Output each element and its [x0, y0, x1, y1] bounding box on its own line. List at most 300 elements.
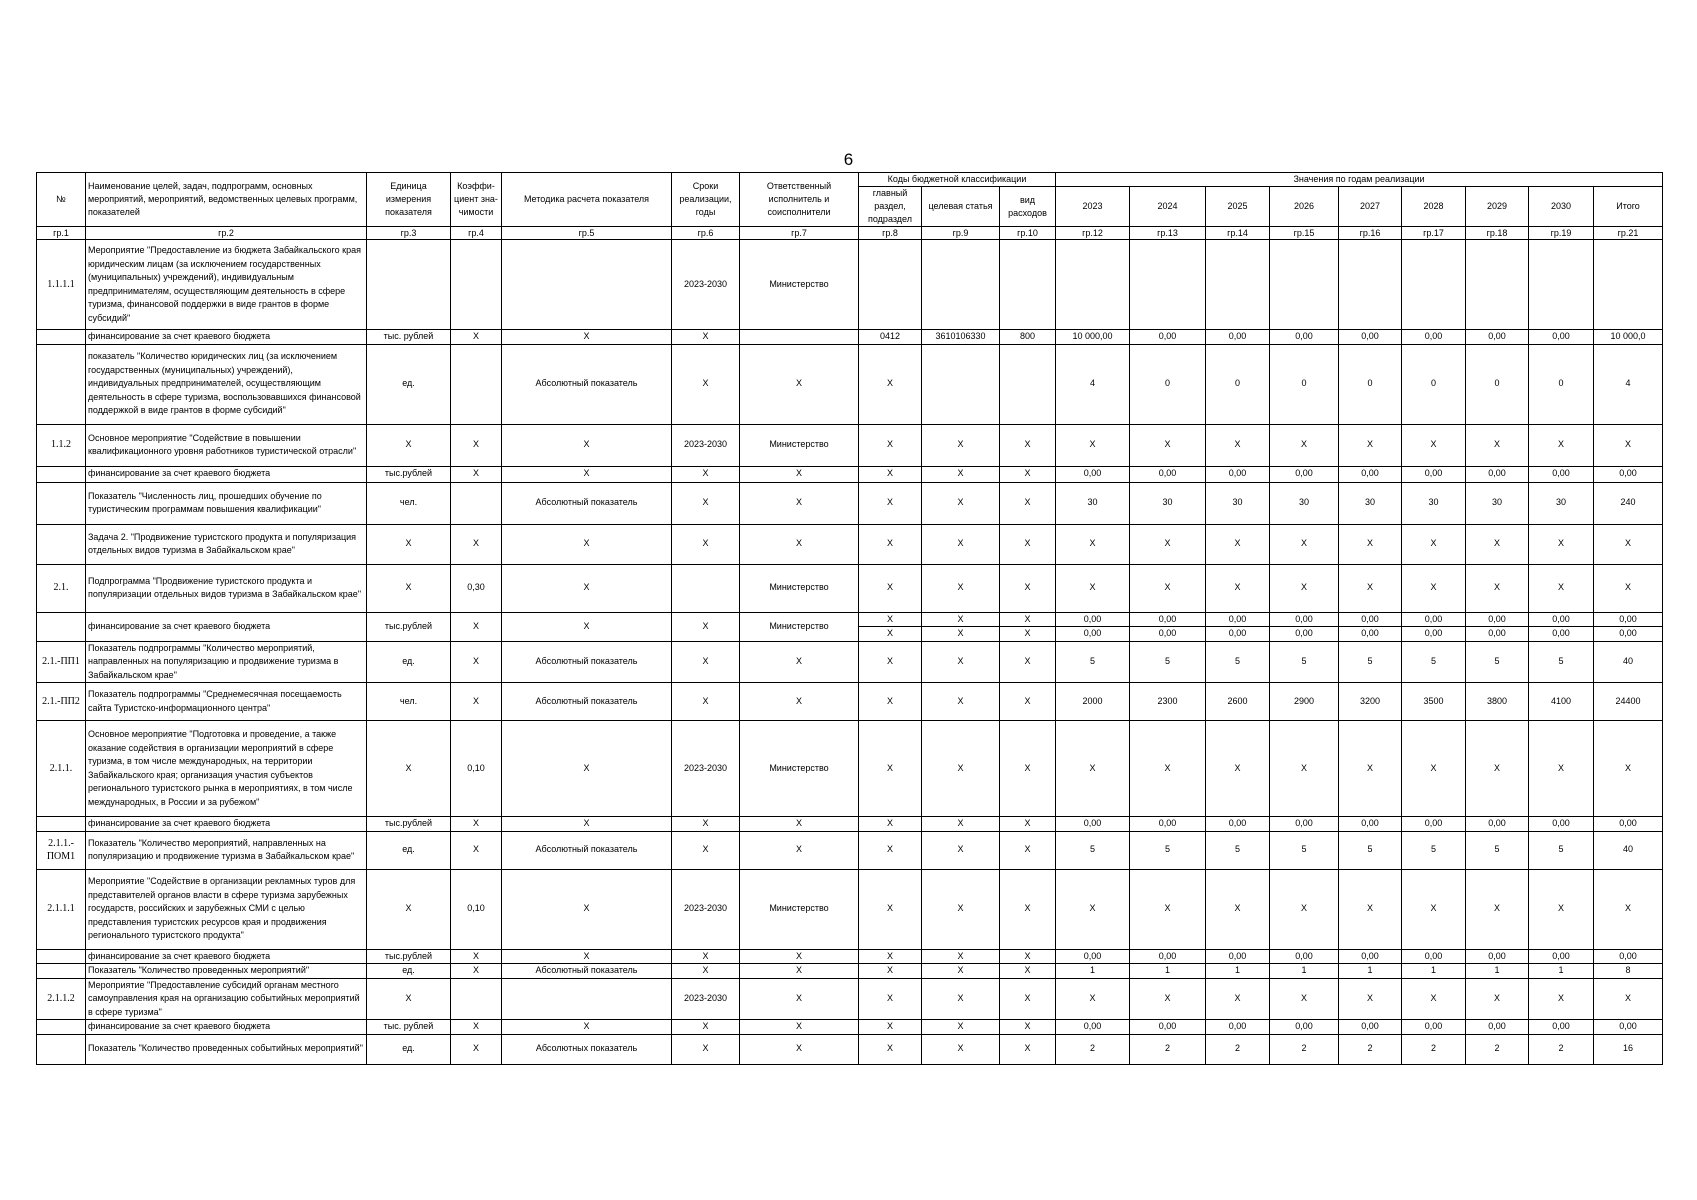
- row-name: Показатель подпрограммы "Количество мероприятий, направленных на популяризацию и продвижение туризма в Забайкальском крае": [86, 641, 367, 683]
- table-cell: Х: [672, 817, 740, 832]
- table-cell: Х: [1402, 978, 1466, 1020]
- header-year: 2027: [1339, 187, 1402, 227]
- row-number: 2.1.-ПП2: [37, 683, 86, 721]
- table-cell: Х: [502, 466, 672, 482]
- column-number: гр.3: [367, 227, 451, 240]
- table-cell: Х: [672, 641, 740, 683]
- table-cell: Х: [1000, 1034, 1056, 1064]
- table-cell: Х: [1339, 424, 1402, 466]
- table-cell: 5: [1529, 831, 1594, 869]
- table-cell: Х: [451, 817, 502, 832]
- table-cell: 0,00: [1339, 817, 1402, 832]
- table-cell: 240: [1594, 482, 1663, 524]
- table-cell: 5: [1056, 641, 1130, 683]
- table-cell: 5: [1402, 831, 1466, 869]
- column-number: гр.4: [451, 227, 502, 240]
- header-coef: Коэффи-циент зна-чимости: [451, 173, 502, 227]
- table-cell: Х: [451, 1020, 502, 1035]
- row-number: [37, 482, 86, 524]
- table-cell: Х: [740, 978, 859, 1020]
- table-cell: Х: [740, 683, 859, 721]
- table-cell: Абсолютный показатель: [502, 641, 672, 683]
- table-cell: Х: [1130, 564, 1206, 612]
- table-cell: 1: [1206, 964, 1270, 979]
- table-cell: 0,00: [1130, 949, 1206, 964]
- column-number: гр.21: [1594, 227, 1663, 240]
- table-cell: 0,00: [1339, 627, 1402, 642]
- table-cell: 0,00: [1339, 612, 1402, 627]
- table-cell: тыс.рублей: [367, 466, 451, 482]
- table-cell: Х: [1594, 424, 1663, 466]
- table-cell: Х: [922, 612, 1000, 627]
- table-cell: Абсолютных показатель: [502, 1034, 672, 1064]
- table-cell: 2000: [1056, 683, 1130, 721]
- table-cell: Абсолютный показатель: [502, 683, 672, 721]
- table-cell: [1270, 240, 1339, 330]
- table-cell: 5: [1402, 641, 1466, 683]
- table-cell: [1529, 240, 1594, 330]
- table-cell: Х: [451, 949, 502, 964]
- table-cell: Х: [1466, 524, 1529, 564]
- table-cell: 0,00: [1594, 466, 1663, 482]
- table-cell: Х: [451, 1034, 502, 1064]
- table-cell: [1000, 344, 1056, 424]
- table-cell: Х: [1056, 564, 1130, 612]
- table-cell: 0,00: [1466, 817, 1529, 832]
- table-cell: 0: [1130, 344, 1206, 424]
- table-cell: Х: [1529, 721, 1594, 817]
- table-cell: Х: [451, 524, 502, 564]
- table-row: [37, 641, 1663, 683]
- row-name: Мероприятие "Предоставление из бюджета Забайкальского края юридическим лицам (за исключением государственных (муниципальных) учреждений), индивидуальным предпринимателям, осуществляющим деятельность в сфере туризма, финансовой поддержки в виде грантов в форме субсидий": [86, 240, 367, 330]
- table-cell: Х: [672, 964, 740, 979]
- row-name: финансирование за счет краевого бюджета: [86, 330, 367, 345]
- table-cell: 3800: [1466, 683, 1529, 721]
- table-cell: Х: [1339, 721, 1402, 817]
- table-cell: [859, 240, 922, 330]
- table-row: [37, 817, 1663, 832]
- table-row: [37, 1034, 1663, 1064]
- table-cell: Х: [672, 683, 740, 721]
- table-cell: Х: [740, 817, 859, 832]
- table-cell: 0,00: [1529, 817, 1594, 832]
- row-number: 1.1.2: [37, 424, 86, 466]
- header-kbk-type: вид расходов: [1000, 187, 1056, 227]
- table-cell: Х: [859, 641, 922, 683]
- table-cell: 5: [1339, 641, 1402, 683]
- column-number: гр.16: [1339, 227, 1402, 240]
- table-cell: Х: [922, 564, 1000, 612]
- table-cell: [672, 564, 740, 612]
- table-cell: 2900: [1270, 683, 1339, 721]
- table-cell: 0,00: [1402, 1020, 1466, 1035]
- table-cell: Х: [1270, 424, 1339, 466]
- table-cell: 5: [1206, 831, 1270, 869]
- table-cell: Х: [1270, 564, 1339, 612]
- row-number: 2.1.: [37, 564, 86, 612]
- table-cell: [451, 240, 502, 330]
- table-cell: Х: [502, 949, 672, 964]
- row-number: 2.1.1.2: [37, 978, 86, 1020]
- table-cell: Х: [922, 949, 1000, 964]
- table-cell: 2: [1270, 1034, 1339, 1064]
- table-cell: Х: [1130, 869, 1206, 949]
- table-cell: Х: [1000, 612, 1056, 627]
- table-cell: 5: [1270, 831, 1339, 869]
- table-cell: Х: [922, 1034, 1000, 1064]
- table-cell: Х: [367, 524, 451, 564]
- table-cell: тыс.рублей: [367, 817, 451, 832]
- table-cell: Министерство: [740, 240, 859, 330]
- column-number: гр.18: [1466, 227, 1529, 240]
- table-cell: чел.: [367, 683, 451, 721]
- table-cell: Х: [451, 964, 502, 979]
- table-cell: 0,00: [1594, 949, 1663, 964]
- table-cell: 10 000,00: [1056, 330, 1130, 345]
- table-cell: Х: [922, 683, 1000, 721]
- table-cell: 0,00: [1056, 1020, 1130, 1035]
- table-cell: 0,00: [1056, 627, 1130, 642]
- table-cell: Х: [1466, 564, 1529, 612]
- row-name: Показатель "Количество проведенных мероприятий": [86, 964, 367, 979]
- table-cell: 0,00: [1206, 612, 1270, 627]
- table-cell: 30: [1270, 482, 1339, 524]
- table-cell: [1000, 240, 1056, 330]
- table-cell: 0,00: [1402, 949, 1466, 964]
- table-cell: 0,00: [1466, 1020, 1529, 1035]
- table-cell: Х: [1402, 524, 1466, 564]
- row-number: [37, 612, 86, 641]
- table-cell: [502, 978, 672, 1020]
- table-row: [37, 721, 1663, 817]
- row-number: 1.1.1.1: [37, 240, 86, 330]
- header-year: 2025: [1206, 187, 1270, 227]
- table-cell: Х: [502, 330, 672, 345]
- table-cell: ед.: [367, 831, 451, 869]
- table-cell: тыс. рублей: [367, 330, 451, 345]
- table-cell: Х: [672, 524, 740, 564]
- table-cell: Х: [1206, 978, 1270, 1020]
- row-number: [37, 949, 86, 964]
- table-cell: Х: [672, 1034, 740, 1064]
- table-cell: Х: [1056, 524, 1130, 564]
- table-cell: Х: [922, 817, 1000, 832]
- row-number: 2.1.1.-ПОМ1: [37, 831, 86, 869]
- header-kbk: Коды бюджетной классификации: [859, 173, 1056, 187]
- table-cell: 4: [1056, 344, 1130, 424]
- column-number: гр.15: [1270, 227, 1339, 240]
- table-cell: Х: [1594, 524, 1663, 564]
- table-cell: Х: [922, 1020, 1000, 1035]
- table-cell: Х: [502, 817, 672, 832]
- row-number: [37, 466, 86, 482]
- table-cell: 4100: [1529, 683, 1594, 721]
- row-name: Задача 2. "Продвижение туристского продукта и популяризация отдельных видов туризма в Забайкальском крае": [86, 524, 367, 564]
- table-cell: 0,00: [1206, 627, 1270, 642]
- row-name: показатель "Количество юридических лиц (за исключением государственных (муниципальных) учреждений), индивидуальных предпринимателей, осуществляющим деятельность в сфере туризма, воспользовавшихся финансовой поддержкой в виде грантов в форме субсидий": [86, 344, 367, 424]
- table-cell: Х: [1594, 721, 1663, 817]
- table-cell: Министерство: [740, 721, 859, 817]
- table-row: [37, 240, 1663, 330]
- table-cell: 5: [1466, 641, 1529, 683]
- table-cell: Х: [859, 344, 922, 424]
- table-cell: 16: [1594, 1034, 1663, 1064]
- table-cell: Х: [672, 612, 740, 641]
- table-cell: 0,10: [451, 869, 502, 949]
- table-cell: Х: [1000, 978, 1056, 1020]
- table-cell: Х: [922, 641, 1000, 683]
- table-cell: Х: [1402, 424, 1466, 466]
- table-cell: Х: [859, 524, 922, 564]
- column-number: гр.14: [1206, 227, 1270, 240]
- header-kbk-target: целевая статья: [922, 187, 1000, 227]
- table-row: [37, 683, 1663, 721]
- table-cell: Х: [1056, 978, 1130, 1020]
- row-name: Мероприятие "Предоставление субсидий органам местного самоуправления края на организацию событийных мероприятий в сфере туризма": [86, 978, 367, 1020]
- table-cell: Х: [859, 831, 922, 869]
- table-cell: Х: [859, 482, 922, 524]
- table-cell: Х: [922, 627, 1000, 642]
- table-cell: Х: [672, 344, 740, 424]
- table-cell: Х: [451, 683, 502, 721]
- header-year: 2024: [1130, 187, 1206, 227]
- table-cell: Х: [502, 869, 672, 949]
- table-cell: 0,00: [1270, 627, 1339, 642]
- column-number: гр.17: [1402, 227, 1466, 240]
- table-cell: Абсолютный показатель: [502, 964, 672, 979]
- table-cell: 0,00: [1056, 612, 1130, 627]
- table-cell: тыс.рублей: [367, 949, 451, 964]
- table-cell: [1594, 240, 1663, 330]
- table-cell: Х: [672, 482, 740, 524]
- table-cell: 0: [1402, 344, 1466, 424]
- table-cell: Х: [859, 683, 922, 721]
- table-cell: 2: [1402, 1034, 1466, 1064]
- table-cell: Министерство: [740, 564, 859, 612]
- table-cell: Х: [740, 641, 859, 683]
- table-cell: Х: [367, 978, 451, 1020]
- table-cell: Х: [367, 721, 451, 817]
- table-cell: Абсолютный показатель: [502, 482, 672, 524]
- table-cell: 2: [1056, 1034, 1130, 1064]
- table-cell: 0,00: [1402, 817, 1466, 832]
- table-cell: 5: [1466, 831, 1529, 869]
- table-cell: 0,00: [1529, 627, 1594, 642]
- row-number: [37, 344, 86, 424]
- table-cell: Х: [1402, 564, 1466, 612]
- table-cell: 40: [1594, 831, 1663, 869]
- table-cell: Х: [859, 721, 922, 817]
- table-cell: Х: [1206, 524, 1270, 564]
- table-cell: Х: [502, 612, 672, 641]
- table-cell: Абсолютный показатель: [502, 344, 672, 424]
- table-cell: Х: [859, 869, 922, 949]
- table-cell: Х: [1130, 721, 1206, 817]
- table-cell: Министерство: [740, 612, 859, 641]
- table-cell: 30: [1466, 482, 1529, 524]
- table-cell: Х: [672, 330, 740, 345]
- table-row: [37, 482, 1663, 524]
- table-cell: Х: [1529, 424, 1594, 466]
- table-cell: 1: [1466, 964, 1529, 979]
- table-cell: 0,00: [1529, 466, 1594, 482]
- table-cell: 2300: [1130, 683, 1206, 721]
- table-row: [37, 564, 1663, 612]
- table-cell: ед.: [367, 1034, 451, 1064]
- table-cell: 0,00: [1206, 817, 1270, 832]
- table-cell: 30: [1529, 482, 1594, 524]
- column-number: гр.9: [922, 227, 1000, 240]
- row-number: [37, 817, 86, 832]
- table-cell: 0,00: [1402, 466, 1466, 482]
- table-cell: Х: [740, 524, 859, 564]
- table-cell: Х: [859, 949, 922, 964]
- table-cell: 0,00: [1130, 627, 1206, 642]
- table-cell: [740, 330, 859, 345]
- column-number: гр.5: [502, 227, 672, 240]
- table-cell: Х: [859, 1034, 922, 1064]
- header-year: 2030: [1529, 187, 1594, 227]
- header-name: Наименование целей, задач, подпрограмм, основных мероприятий, мероприятий, ведомственных целевых программ, показателей: [86, 173, 367, 227]
- column-number: гр.6: [672, 227, 740, 240]
- table-cell: Х: [922, 869, 1000, 949]
- table-cell: Х: [1466, 869, 1529, 949]
- table-cell: 800: [1000, 330, 1056, 345]
- table-cell: Х: [1000, 564, 1056, 612]
- table-cell: Х: [859, 612, 922, 627]
- table-cell: 30: [1130, 482, 1206, 524]
- table-cell: Х: [1339, 869, 1402, 949]
- table-cell: 0,00: [1056, 466, 1130, 482]
- table-row: [37, 949, 1663, 964]
- table-cell: 0412: [859, 330, 922, 345]
- row-name: Показатель "Численность лиц, прошедших обучение по туристическим программам повышения квалификации": [86, 482, 367, 524]
- header-year: 2023: [1056, 187, 1130, 227]
- table-cell: [1056, 240, 1130, 330]
- table-cell: 1: [1529, 964, 1594, 979]
- table-cell: 0,00: [1056, 949, 1130, 964]
- table-cell: Х: [367, 869, 451, 949]
- row-name: финансирование за счет краевого бюджета: [86, 612, 367, 641]
- table-cell: [451, 978, 502, 1020]
- table-cell: Х: [922, 424, 1000, 466]
- table-cell: Х: [1000, 721, 1056, 817]
- table-cell: 4: [1594, 344, 1663, 424]
- table-cell: Х: [922, 721, 1000, 817]
- table-cell: 0,00: [1529, 612, 1594, 627]
- table-cell: 10 000,0: [1594, 330, 1663, 345]
- table-cell: 5: [1529, 641, 1594, 683]
- table-cell: Х: [1529, 564, 1594, 612]
- header-no: №: [37, 173, 86, 227]
- table-cell: 0,00: [1402, 612, 1466, 627]
- table-cell: Х: [1056, 869, 1130, 949]
- table-cell: 30: [1056, 482, 1130, 524]
- table-cell: Х: [859, 817, 922, 832]
- column-number: гр.19: [1529, 227, 1594, 240]
- column-number: гр.8: [859, 227, 922, 240]
- table-cell: Х: [740, 949, 859, 964]
- table-cell: [1466, 240, 1529, 330]
- table-cell: Х: [740, 964, 859, 979]
- table-cell: Х: [672, 949, 740, 964]
- table-cell: Х: [859, 424, 922, 466]
- table-cell: 8: [1594, 964, 1663, 979]
- table-cell: 0,00: [1130, 1020, 1206, 1035]
- table-cell: Х: [367, 564, 451, 612]
- table-cell: 1: [1056, 964, 1130, 979]
- table-cell: [1402, 240, 1466, 330]
- table-cell: 2023-2030: [672, 424, 740, 466]
- table-cell: [367, 240, 451, 330]
- table-cell: Х: [672, 466, 740, 482]
- table-cell: Х: [1000, 627, 1056, 642]
- table-cell: Х: [1000, 949, 1056, 964]
- table-cell: Х: [1466, 424, 1529, 466]
- table-cell: Х: [1270, 869, 1339, 949]
- table-cell: Х: [922, 964, 1000, 979]
- table-cell: Министерство: [740, 869, 859, 949]
- table-row: [37, 330, 1663, 345]
- row-name: Подпрограмма "Продвижение туристского продукта и популяризации отдельных видов туризма в Забайкальском крае": [86, 564, 367, 612]
- table-cell: Х: [367, 424, 451, 466]
- table-cell: Х: [1000, 683, 1056, 721]
- table-cell: Х: [451, 831, 502, 869]
- table-cell: Х: [859, 466, 922, 482]
- table-cell: [922, 240, 1000, 330]
- table-row: [37, 978, 1663, 1020]
- table-row: [37, 424, 1663, 466]
- table-cell: Х: [859, 627, 922, 642]
- table-cell: Х: [1339, 524, 1402, 564]
- table-cell: 1: [1339, 964, 1402, 979]
- table-cell: Х: [502, 424, 672, 466]
- table-cell: Х: [1594, 978, 1663, 1020]
- table-cell: 0,00: [1056, 817, 1130, 832]
- row-number: 2.1.1.1: [37, 869, 86, 949]
- table-cell: Х: [1206, 721, 1270, 817]
- row-number: [37, 1020, 86, 1035]
- row-number: 2.1.1.: [37, 721, 86, 817]
- table-cell: 0,00: [1130, 612, 1206, 627]
- table-cell: Х: [1402, 721, 1466, 817]
- header-year: 2029: [1466, 187, 1529, 227]
- table-row: [37, 831, 1663, 869]
- table-cell: Х: [740, 1034, 859, 1064]
- table-cell: Х: [1206, 869, 1270, 949]
- table-row: [37, 1020, 1663, 1035]
- table-cell: 3500: [1402, 683, 1466, 721]
- table-cell: 0,00: [1594, 627, 1663, 642]
- column-number: гр.2: [86, 227, 367, 240]
- table-cell: Х: [740, 1020, 859, 1035]
- table-cell: Х: [1000, 817, 1056, 832]
- table-cell: Х: [1000, 641, 1056, 683]
- table-row: [37, 524, 1663, 564]
- table-cell: Х: [1270, 978, 1339, 1020]
- table-cell: 2: [1529, 1034, 1594, 1064]
- table-cell: Х: [1466, 721, 1529, 817]
- table-cell: 1: [1402, 964, 1466, 979]
- table-cell: 0,00: [1529, 1020, 1594, 1035]
- table-cell: Х: [1130, 978, 1206, 1020]
- header-unit: Единица измерения показателя: [367, 173, 451, 227]
- table-cell: 24400: [1594, 683, 1663, 721]
- table-cell: 40: [1594, 641, 1663, 683]
- table-cell: 0,00: [1339, 466, 1402, 482]
- table-cell: 0,00: [1270, 1020, 1339, 1035]
- table-cell: Х: [922, 482, 1000, 524]
